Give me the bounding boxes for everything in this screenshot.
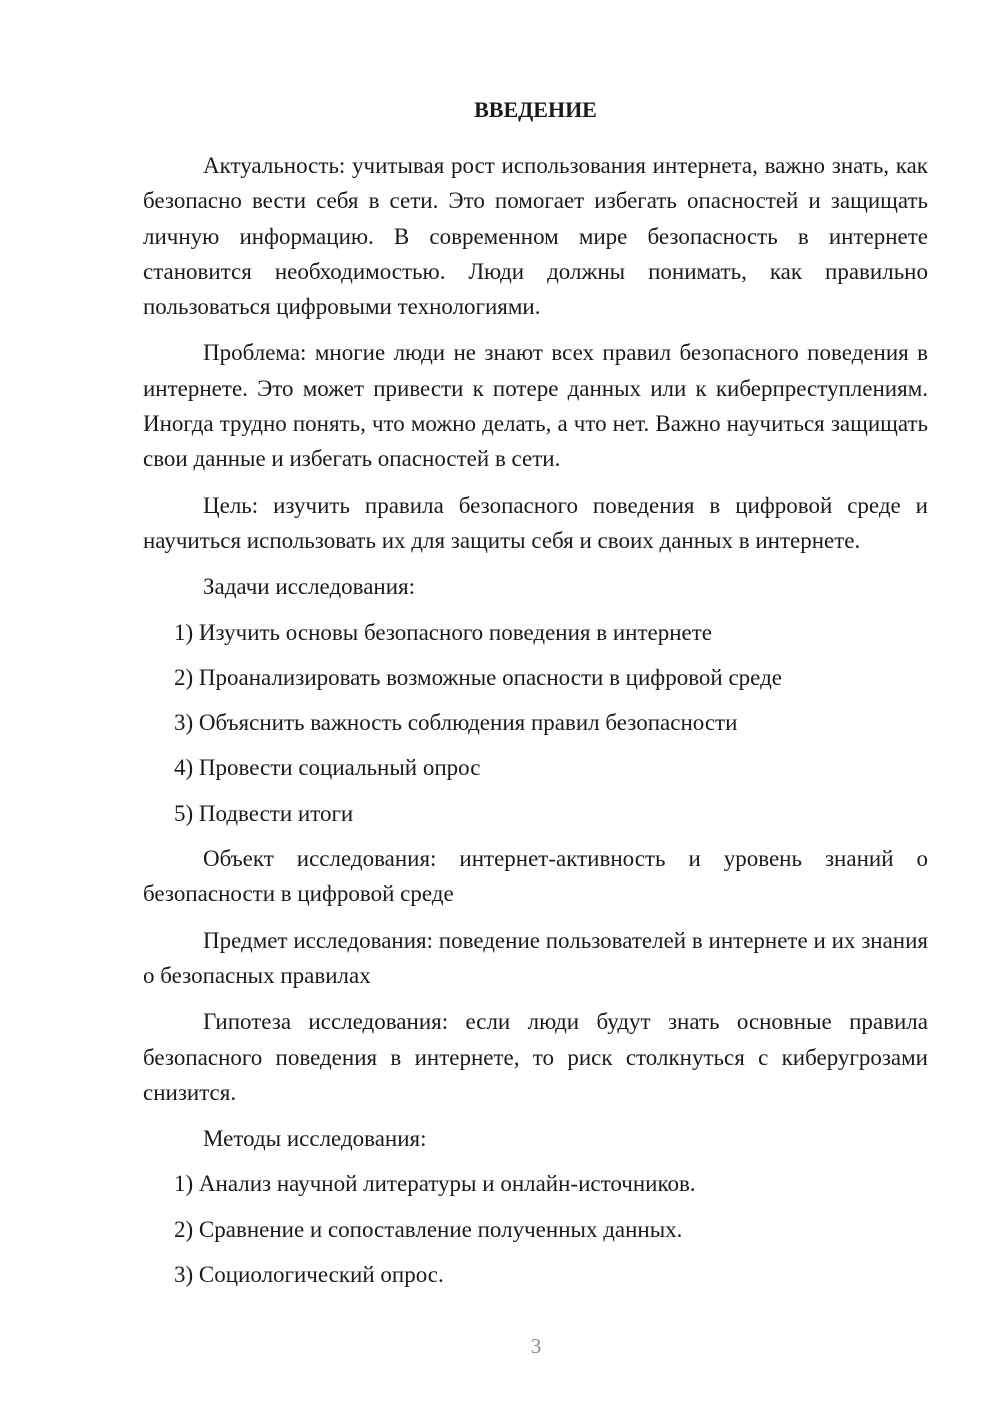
paragraph-problem: Проблема: многие люди не знают всех правил безопасного поведения в интернете. Это может привести к потере данных или к киберпреступлениям. Иногда трудно понять, что можно делать, а что нет. Важно научиться защищать свои данные и избегать опасностей в сети. (143, 340, 928, 472)
list-item: 2) Сравнение и сопоставление полученных данных. (174, 1216, 683, 1242)
paragraph-hypothesis: Гипотеза исследования: если люди будут знать основные правила безопасного поведения в интернете, то риск столкнуться с киберугрозами снизится. (143, 1009, 928, 1105)
paragraph-subject: Предмет исследования: поведение пользователей в интернете и их знания о безопасных правилах (143, 927, 928, 988)
tasks-heading: Задачи исследования: (203, 574, 416, 600)
list-item: 1) Анализ научной литературы и онлайн-источников. (174, 1171, 696, 1197)
page-content (143, 92, 928, 1302)
paragraph-object: Объект исследования: интернет-активность и уровень знаний о безопасности в цифровой среде (143, 846, 928, 907)
list-item: 4) Провести социальный опрос (174, 755, 481, 781)
paragraph-goal: Цель: изучить правила безопасного поведения в цифровой среде и научиться использовать их для защиты себя и своих данных в интернете. (143, 492, 928, 553)
paragraph-relevance: Актуальность: учитывая рост использования интернета, важно знать, как безопасно вести себя в сети. Это помогает избегать опасностей и защищать личную информацию. В современном мире безопасность в интернете становится необходимостью. Люди должны понимать, как правильно пользоваться цифровыми технологиями. (143, 153, 928, 320)
methods-heading: Методы исследования: (203, 1126, 427, 1152)
page-number: 3 (530, 1334, 542, 1358)
list-item: 3) Социологический опрос. (174, 1262, 444, 1288)
methods-list (143, 1166, 928, 1292)
list-item: 1) Изучить основы безопасного поведения в интернете (174, 619, 712, 645)
tasks-list (143, 615, 928, 831)
list-item: 5) Подвести итоги (174, 800, 354, 826)
list-item: 2) Проанализировать возможные опасности в цифровой среде (174, 664, 782, 690)
list-item: 3) Объяснить важность соблюдения правил безопасности (174, 710, 738, 736)
page-title: ВВЕДЕНИЕ (474, 97, 597, 122)
